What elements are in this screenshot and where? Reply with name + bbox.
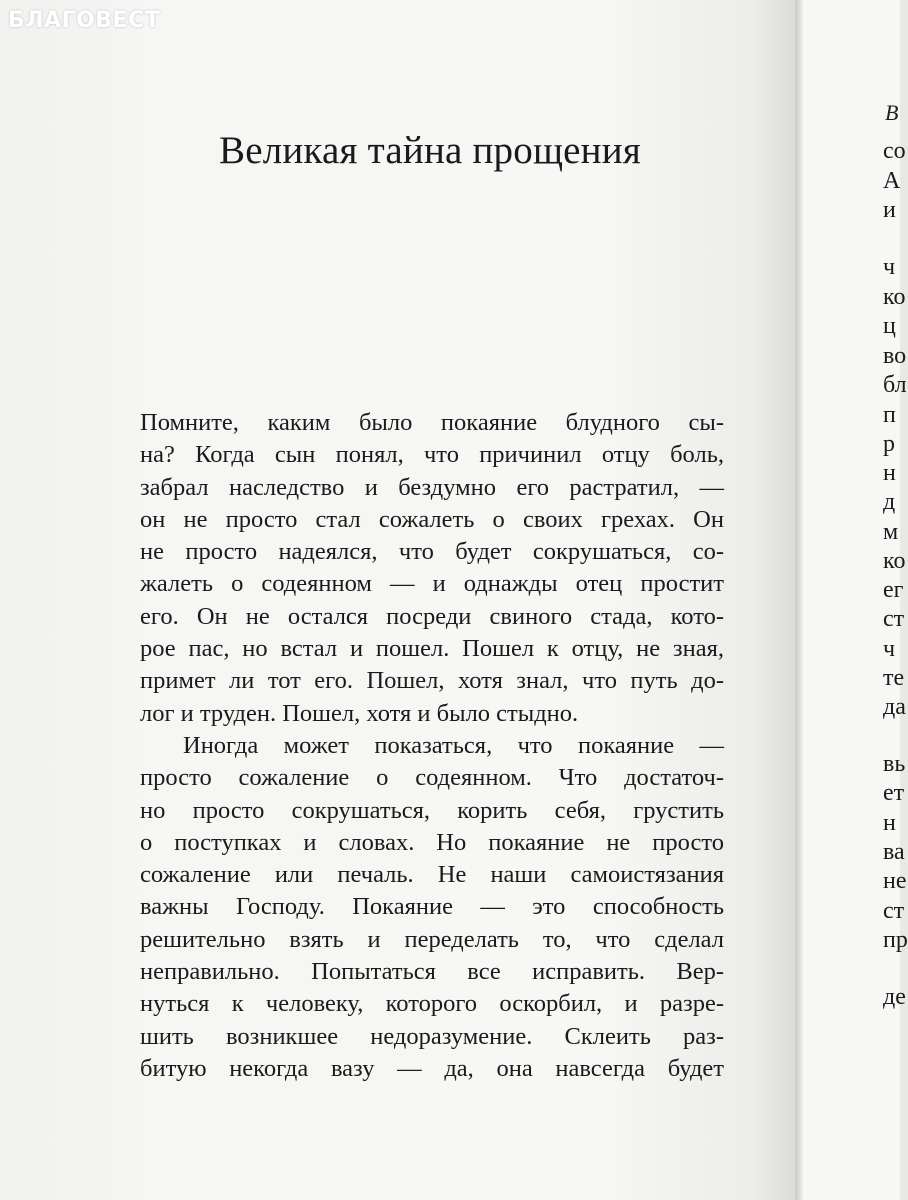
text-line: сожаление или печаль. Не наши самоистязания	[140, 861, 724, 889]
right-page-line-fragment: д	[883, 489, 896, 515]
book-spine-shadow	[795, 0, 803, 1200]
right-page-line-fragment: не	[883, 868, 907, 894]
paragraph-1	[140, 407, 724, 730]
right-page-line-fragment: ко	[883, 548, 906, 574]
text-line: решительно взять и переделать то, что сделал	[140, 925, 724, 953]
text-line: просто сожаление о содеянном. Что достаточ-	[140, 764, 724, 792]
right-page-line-fragment: ва	[883, 839, 905, 865]
right-page-line-fragment: вь	[883, 751, 906, 777]
text-line: рое пас, но встал и пошел. Пошел к отцу, не зная,	[140, 635, 724, 663]
text-line: важны Господу. Покаяние — это способность	[140, 893, 724, 921]
right-page-line-fragment: ко	[883, 284, 906, 310]
text-line: не просто надеялся, что будет сокрушаться, со-	[140, 538, 724, 566]
text-line: но просто сокрушаться, корить себя, грустить	[140, 796, 724, 824]
right-page-line-fragment: м	[883, 519, 899, 545]
right-page-line-fragment: ег	[883, 577, 904, 603]
text-line: Иногда может показаться, что покаяние —	[183, 731, 724, 759]
watermark-logo: БЛАГОВЕСТ	[8, 8, 161, 33]
right-page-line-fragment: ц	[883, 313, 896, 339]
chapter-title: Великая тайна прощения	[219, 129, 641, 172]
right-page-line-fragment: ст	[883, 606, 905, 632]
right-page-line-fragment: да	[883, 694, 906, 720]
text-line: битую некогда вазу — да, она навсегда будет	[140, 1054, 724, 1082]
right-page-line-fragment: со	[883, 138, 906, 164]
text-line: жалеть о содеянном — и однажды отец простит	[140, 570, 724, 598]
right-page-line-fragment: бл	[883, 372, 907, 398]
text-line: нуться к человеку, которого оскорбил, и разре-	[140, 990, 724, 1018]
right-page-line-fragment: н	[883, 810, 896, 836]
text-line: шить возникшее недоразумение. Склеить раз-	[140, 1022, 724, 1050]
text-line: его. Он не остался посреди свиного стада, кото-	[140, 602, 724, 630]
right-page-line-fragment: те	[883, 665, 905, 691]
text-line: он не просто стал сожалеть о своих грехах. Он	[140, 505, 724, 533]
right-page-line-fragment: ст	[883, 898, 905, 924]
right-page-line-fragment: н	[883, 460, 896, 486]
text-line: лог и труден. Пошел, хотя и было стыдно.	[140, 699, 579, 727]
right-page-line-fragment: во	[883, 343, 907, 369]
text-line: на? Когда сын понял, что причинил отцу боль,	[140, 441, 724, 469]
right-page	[803, 0, 908, 1200]
right-page-line-fragment: п	[883, 402, 896, 428]
right-page-line-fragment: ет	[883, 780, 905, 806]
right-page-line-fragment: пр	[883, 927, 908, 953]
show-through-text	[140, 72, 730, 99]
paragraph-2	[140, 730, 724, 1085]
right-page-line-fragment: де	[883, 984, 906, 1010]
right-page-line-fragment: ч	[883, 636, 896, 662]
text-line: неправильно. Попытаться все исправить. Вер-	[140, 958, 724, 986]
right-page-header-fragment: В	[885, 100, 899, 125]
text-line: Помните, каким было покаяние блудного сы-	[140, 409, 724, 436]
text-line: забрал наследство и бездумно его растратил, —	[140, 473, 724, 501]
right-page-line-fragment: А	[883, 168, 901, 194]
right-page-line-fragment: ч	[883, 254, 896, 280]
text-line: примет ли тот его. Пошел, хотя знал, что путь до-	[140, 667, 724, 695]
text-line: о поступках и словах. Но покаяние не просто	[140, 828, 724, 856]
right-page-line-fragment: и	[883, 197, 896, 223]
right-page-line-fragment: р	[883, 431, 895, 457]
body-text	[140, 407, 724, 1085]
